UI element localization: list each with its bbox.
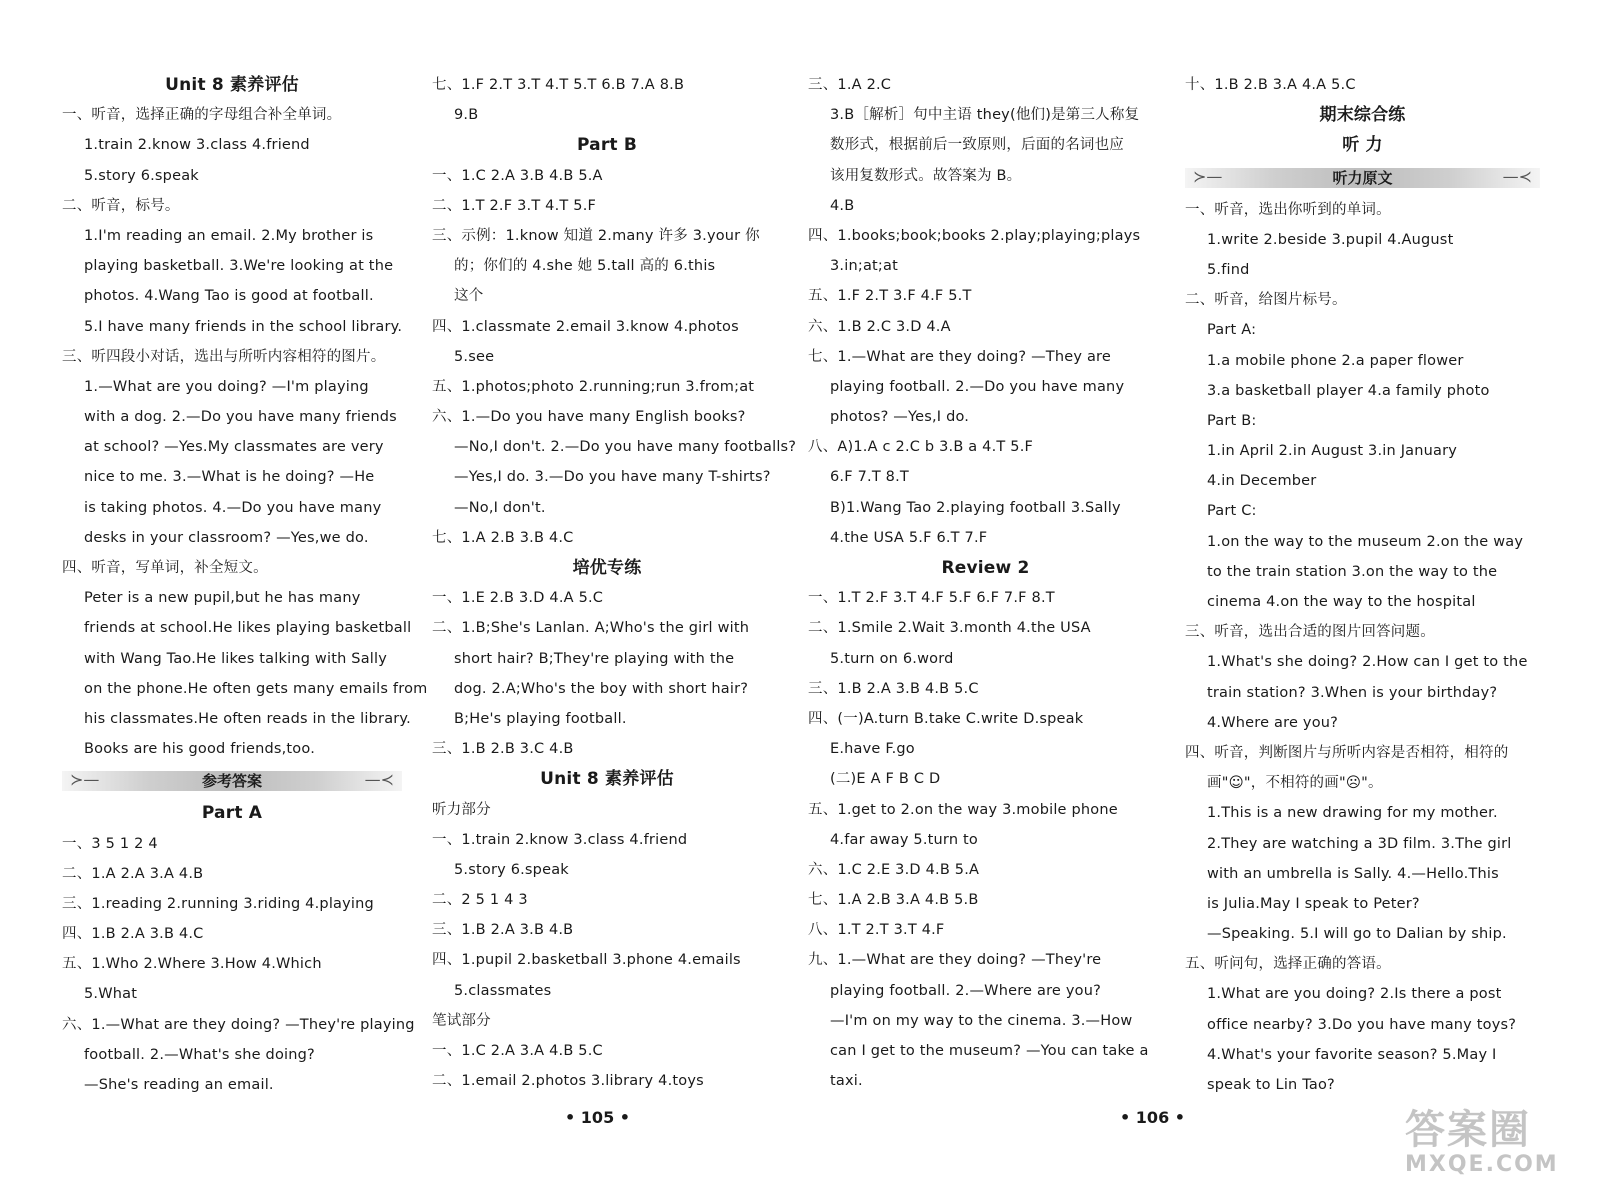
text-line: 4.B	[830, 197, 855, 214]
column-4	[1185, 70, 1540, 1100]
text-line: Books are his good friends,too.	[84, 741, 316, 758]
text-line: desks in your classroom? —Yes,we do.	[84, 529, 369, 546]
text-line: —Yes,I do. 3.—Do you have many T-shirts?	[454, 469, 771, 486]
text-line: 二、1.A 2.A 3.A 4.B	[62, 865, 204, 882]
text-line: 这个	[454, 288, 484, 305]
text-line: is taking photos. 4.—Do you have many	[84, 499, 382, 516]
text-line: 一、1.E 2.B 3.D 4.A 5.C	[432, 590, 604, 607]
text-line: 六、1.B 2.C 3.D 4.A	[808, 318, 951, 335]
text-line: 1.write 2.beside 3.pupil 4.August	[1207, 231, 1454, 248]
page-number-left: • 105 •	[565, 1108, 630, 1127]
text-line: 4.What's your favorite season? 5.May I	[1207, 1046, 1497, 1063]
text-line: B)1.Wang Tao 2.playing football 3.Sally	[830, 499, 1121, 516]
text-line: 5.story 6.speak	[84, 167, 199, 184]
text-line: 二、听音，给图片标号。	[1185, 292, 1347, 309]
column-1	[62, 70, 428, 1100]
text-line: 一、听音，选出你听到的单词。	[1185, 201, 1391, 218]
text-line: 七、1.F 2.T 3.T 4.T 5.T 6.B 7.A 8.B	[432, 77, 685, 93]
text-line: 三、听四段小对话，选出与所听内容相符的图片。	[62, 348, 386, 365]
text-line: 1.in April 2.in August 3.in January	[1207, 443, 1458, 460]
text-line: is Julia.May I speak to Peter?	[1207, 895, 1420, 912]
text-line: nice to me. 3.—What is he doing? —He	[84, 469, 375, 486]
text-line: playing basketball. 3.We're looking at the	[84, 258, 394, 275]
watermark-line1: 答案圈	[1405, 1107, 1531, 1153]
section-heading: Unit 8 素养评估	[165, 75, 299, 95]
text-line: 5.turn on 6.word	[830, 650, 954, 667]
text-line: 四、(一)A.turn B.take C.write D.speak	[808, 710, 1084, 727]
text-line: 四、1.classmate 2.email 3.know 4.photos	[432, 318, 739, 335]
text-line: 5.see	[454, 348, 495, 365]
section-heading: 听 力	[1342, 135, 1383, 156]
text-line: E.have F.go	[830, 741, 915, 758]
text-line: 四、1.B 2.A 3.B 4.C	[62, 926, 204, 943]
text-line: 一、1.C 2.A 3.A 4.B 5.C	[432, 1043, 603, 1059]
text-line: cinema 4.on the way to the hospital	[1207, 594, 1476, 610]
text-line: 三、示例：1.know 知道 2.many 许多 3.your 你	[432, 227, 760, 244]
text-line: 三、听音，选出合适的图片回答问题。	[1185, 624, 1435, 641]
text-line: 该用复数形式。故答案为 B。	[830, 167, 1022, 184]
text-line: 1.—What are you doing? —I'm playing	[84, 378, 369, 395]
text-line: friends at school.He likes playing basketball	[84, 620, 412, 637]
text-line: 1.a mobile phone 2.a paper flower	[1207, 352, 1464, 369]
section-heading: Part A	[201, 803, 263, 824]
text-line: 6.F 7.T 8.T	[830, 469, 909, 486]
text-line: Peter is a new pupil,but he has many	[84, 590, 361, 607]
text-line: 3.B［解析］句中主语 they(他们)是第三人称复	[830, 107, 1140, 124]
text-line: 六、1.—What are they doing? —They're playing	[62, 1016, 415, 1033]
section-banner: ≻— —≺ 参考答案	[62, 766, 402, 796]
text-line: 1.on the way to the museum 2.on the way	[1207, 533, 1524, 550]
text-line: 1.I'm reading an email. 2.My brother is	[84, 227, 374, 244]
text-line: 4.Where are you?	[1207, 714, 1339, 731]
text-line: (二)E A F B C D	[830, 771, 941, 788]
text-line: 二、听音，标号。	[62, 197, 180, 214]
text-line: 三、1.A 2.C	[808, 77, 892, 93]
text-line: 1.What's she doing? 2.How can I get to the	[1207, 654, 1528, 671]
text-line: —I'm on my way to the cinema. 3.—How	[830, 1012, 1133, 1029]
text-line: 1.train 2.know 3.class 4.friend	[84, 137, 310, 154]
text-line: 4.the USA 5.F 6.T 7.F	[830, 529, 988, 546]
banner-title: 听力原文	[1332, 168, 1393, 187]
text-line: at school? —Yes.My classmates are very	[84, 439, 384, 456]
watermark-logo	[1405, 1108, 1575, 1183]
text-line: 二、1.email 2.photos 3.library 4.toys	[432, 1073, 704, 1090]
text-line: taxi.	[830, 1073, 863, 1090]
column-3	[808, 70, 1163, 1096]
text-line: 八、1.T 2.T 3.T 4.F	[808, 922, 945, 939]
text-line: 三、1.B 2.A 3.B 4.B	[432, 922, 574, 939]
column-2	[432, 70, 797, 1096]
text-line: with Wang Tao.He likes talking with Sally	[84, 650, 388, 667]
banner-title: 参考答案	[201, 772, 262, 791]
text-line: 5.I have many friends in the school library.	[84, 318, 403, 335]
text-line: 数形式，根据前后一致原则，后面的名词也应	[830, 137, 1124, 154]
text-line: 的；你们的 4.she 她 5.tall 高的 6.this	[454, 258, 716, 275]
text-line: 五、1.photos;photo 2.running;run 3.from;at	[432, 378, 755, 395]
text-line: —No,I don't.	[454, 499, 546, 516]
text-line: 二、1.Smile 2.Wait 3.month 4.the USA	[808, 620, 1091, 637]
text-line: —Speaking. 5.I will go to Dalian by ship.	[1207, 926, 1507, 943]
page-number-right: • 106 •	[1120, 1108, 1185, 1127]
text-line: B;He's playing football.	[454, 710, 627, 727]
text-line: 三、1.B 2.A 3.B 4.B 5.C	[808, 680, 979, 697]
text-line: 二、1.T 2.F 3.T 4.T 5.F	[432, 197, 597, 214]
text-line: Part B:	[1207, 412, 1257, 429]
watermark-line2: MXQE.COM	[1405, 1152, 1559, 1177]
text-line: Part A:	[1207, 322, 1257, 339]
section-heading: Part B	[576, 135, 638, 156]
text-line: 1.What are you doing? 2.Is there a post	[1207, 986, 1502, 1003]
text-line: 听力部分	[432, 801, 491, 818]
text-line: 一、听音，选择正确的字母组合补全单词。	[62, 107, 342, 124]
text-line: can I get to the museum? —You can take a	[830, 1043, 1149, 1059]
text-line: 5.story 6.speak	[454, 861, 569, 878]
text-line: 二、1.B;She's Lanlan. A;Who's the girl with	[432, 620, 750, 637]
text-line: on the phone.He often gets many emails from	[84, 680, 428, 697]
text-line: office nearby? 3.Do you have many toys?	[1207, 1016, 1517, 1033]
text-line: train station? 3.When is your birthday?	[1207, 684, 1498, 701]
text-line: 3.a basketball player 4.a family photo	[1207, 382, 1490, 399]
text-line: —No,I don't. 2.—Do you have many footballs?	[454, 439, 797, 456]
text-line: 5.What	[84, 986, 138, 1003]
text-line: 9.B	[454, 107, 479, 124]
text-line: 一、3 5 1 2 4	[62, 835, 158, 852]
text-line: dog. 2.A;Who's the boy with short hair?	[454, 680, 749, 697]
text-line: 4.far away 5.turn to	[830, 831, 978, 848]
text-line: photos. 4.Wang Tao is good at football.	[84, 288, 374, 305]
section-heading: Review 2	[941, 558, 1030, 578]
text-line: speak to Lin Tao?	[1207, 1077, 1335, 1093]
text-line: 1.This is a new drawing for my mother.	[1207, 805, 1498, 822]
text-line: 笔试部分	[432, 1012, 491, 1029]
text-line: his classmates.He often reads in the library.	[84, 710, 411, 727]
text-line: 3.in;at;at	[830, 258, 898, 275]
text-line: 5.find	[1207, 261, 1250, 278]
text-line: 四、1.books;book;books 2.play;playing;plays	[808, 227, 1141, 244]
text-line: 七、1.—What are they doing? —They are	[808, 348, 1111, 365]
text-line: playing football. 2.—Do you have many	[830, 378, 1125, 395]
text-line: 六、1.C 2.E 3.D 4.B 5.A	[808, 861, 980, 878]
text-line: 七、1.A 2.B 3.B 4.C	[432, 529, 574, 546]
text-line: 4.in December	[1207, 473, 1317, 490]
text-line: 一、1.train 2.know 3.class 4.friend	[432, 831, 688, 848]
text-line: 四、听音，判断图片与所听内容是否相符，相符的	[1185, 744, 1509, 761]
text-line: 九、1.—What are they doing? —They're	[808, 952, 1102, 969]
section-banner: ≻— —≺ 听力原文	[1185, 163, 1540, 193]
text-line: playing football. 2.—Where are you?	[830, 982, 1101, 999]
text-line: 画"☺"，不相符的画"☹"。	[1207, 775, 1383, 792]
text-line: 五、1.Who 2.Where 3.How 4.Which	[62, 956, 322, 973]
text-line: 五、1.get to 2.on the way 3.mobile phone	[808, 801, 1118, 818]
text-line: to the train station 3.on the way to the	[1207, 563, 1498, 580]
text-line: 五、听问句，选择正确的答语。	[1185, 956, 1391, 973]
text-line: with an umbrella is Sally. 4.—Hello.This	[1207, 865, 1499, 882]
text-line: 十、1.B 2.B 3.A 4.A 5.C	[1185, 77, 1356, 93]
text-line: 一、1.C 2.A 3.B 4.B 5.A	[432, 167, 603, 184]
section-heading: 培优专练	[572, 558, 642, 578]
text-line: 三、1.reading 2.running 3.riding 4.playing	[62, 895, 374, 912]
section-heading: 期末综合练	[1319, 105, 1406, 126]
text-line: short hair? B;They're playing with the	[454, 650, 735, 667]
text-line: 5.classmates	[454, 982, 552, 999]
text-line: Part C:	[1207, 503, 1257, 520]
text-line: 五、1.F 2.T 3.F 4.F 5.T	[808, 288, 972, 305]
text-line: 六、1.—Do you have many English books?	[432, 409, 746, 426]
text-line: 一、1.T 2.F 3.T 4.F 5.F 6.F 7.F 8.T	[808, 590, 1055, 607]
text-line: 七、1.A 2.B 3.A 4.B 5.B	[808, 892, 979, 909]
text-line: 八、A)1.A c 2.C b 3.B a 4.T 5.F	[808, 439, 1034, 456]
text-line: 四、听音，写单词，补全短文。	[62, 560, 268, 576]
section-heading: Unit 8 素养评估	[540, 769, 674, 790]
text-line: 二、2 5 1 4 3	[432, 892, 528, 909]
text-line: photos? —Yes,I do.	[830, 409, 970, 426]
text-line: 四、1.pupil 2.basketball 3.phone 4.emails	[432, 952, 741, 969]
text-line: —She's reading an email.	[84, 1077, 274, 1093]
text-line: 2.They are watching a 3D film. 3.The girl	[1207, 835, 1512, 852]
text-line: 三、1.B 2.B 3.C 4.B	[432, 741, 574, 758]
text-line: with a dog. 2.—Do you have many friends	[84, 409, 397, 426]
text-line: football. 2.—What's she doing?	[84, 1046, 315, 1063]
